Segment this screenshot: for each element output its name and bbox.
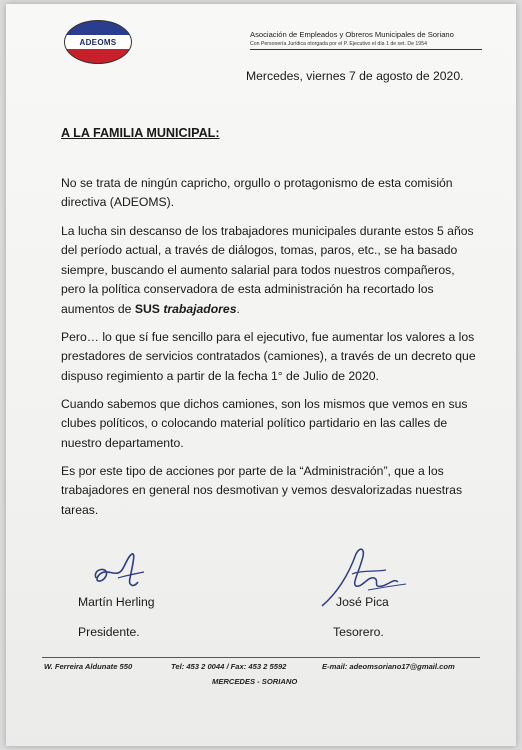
footer-divider bbox=[42, 657, 480, 658]
footer-phone: Tel: 453 2 0044 / Fax: 453 2 5592 bbox=[171, 662, 287, 671]
signer-right-role: Tesorero. bbox=[333, 625, 384, 639]
org-legal-note: Con Personería Jurídica otorgada por el P. Ejecutivo el día 1 de set. De 1954 bbox=[250, 41, 427, 47]
org-header bbox=[250, 30, 482, 50]
paragraph-5: Es por este tipo de acciones por parte de la “Administración”, que a los trabajadores en general nos desmotivan y vemos desvalorizadas nuestras tareas. bbox=[61, 464, 463, 517]
letter-heading: A LA FAMILIA MUNICIPAL: bbox=[61, 126, 220, 140]
signature-herling bbox=[88, 548, 158, 596]
paragraph-3: Pero… lo que sí fue sencillo para el ejecutivo, fue aumentar los valores a los prestadores de servicios contratados (camiones), a través de un decreto que dispuso regimiento a partir de la fecha 1° de Julio de 2020. bbox=[61, 330, 476, 383]
paragraph-2: La lucha sin descanso de los trabajadores municipales durante estos 5 años del período actual, a través de diálogos, tomas, paros, etc., se ha basado siempre, buscando el aumento salarial para todos nuestros compañeros, pero la política conservadora de esta administración ha recortado los aumentos de SUS trabajadores. bbox=[61, 224, 474, 316]
adeoms-logo bbox=[64, 20, 132, 64]
signer-left-name: Martín Herling bbox=[78, 595, 155, 609]
footer-city: MERCEDES - SORIANO bbox=[212, 677, 298, 686]
footer-email: E-mail: adeomsoriano17@gmail.com bbox=[322, 662, 455, 671]
signer-right-name: José Pica bbox=[336, 595, 389, 609]
trabajadores-emphasis: trabajadores bbox=[163, 301, 237, 316]
logo-text: ADEOMS bbox=[79, 37, 117, 47]
signer-left-role: Presidente. bbox=[78, 625, 140, 639]
footer-address: W. Ferreira Aldunate 550 bbox=[44, 662, 133, 671]
paragraph-4: Cuando sabemos que dichos camiones, son los mismos que vemos en sus clubes políticos, o colocando material político partidario en las calles de nuestro departamento. bbox=[61, 397, 468, 450]
org-name: Asociación de Empleados y Obreros Municipales de Soriano bbox=[250, 30, 454, 39]
letter-date: Mercedes, viernes 7 de agosto de 2020. bbox=[246, 69, 464, 83]
sus-emphasis: SUS bbox=[134, 301, 160, 316]
paragraph-1: No se trata de ningún capricho, orgullo o protagonismo de esta comisión directiva (ADEOMS). bbox=[61, 176, 453, 210]
